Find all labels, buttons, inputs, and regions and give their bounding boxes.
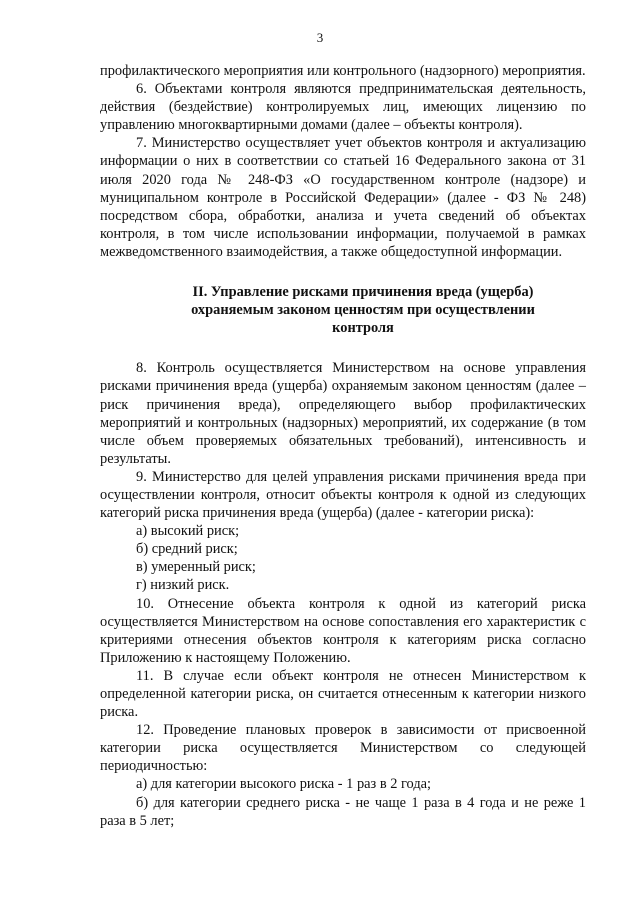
paragraph-10: 10. Отнесение объекта контроля к одной из категорий риска осуществляется Министерством на основе сопоставления его характеристик с критериями отнесения объектов контроля к категориям риска согласно Приложению к настоящему Положению. <box>100 595 586 666</box>
paragraph-11: 11. В случае если объект контроля не отнесен Министерством к определенной категории риска, он считается отнесенным к категории низкого риска. <box>100 667 586 721</box>
risk-category-low: г) низкий риск. <box>136 577 230 594</box>
risk-category-high: а) высокий риск; <box>136 523 240 540</box>
section-heading-line-1: II. Управление рисками причинения вреда (ущерба) <box>192 284 534 301</box>
paragraph-8: 8. Контроль осуществляется Министерством на основе управления рисками причинения вреда (ущерба) охраняемым законом ценностям (далее – риск причинения вреда), определяющего выбор профилактических мероприятий и контрольных (надзорных) мероприятий, их содержание (в том числе объем проверяемых обязательных требований), интенсивность и результаты. <box>100 360 586 467</box>
page-number: 3 <box>316 30 324 45</box>
section-heading-line-3: контроля <box>332 320 394 337</box>
frequency-high-risk: а) для категории высокого риска - 1 раз в 2 года; <box>136 776 432 793</box>
frequency-medium-risk: б) для категории среднего риска - не чаще 1 раза в 4 года и не реже 1 раза в 5 лет; <box>100 794 586 829</box>
paragraph-12: 12. Проведение плановых проверок в зависимости от присвоенной категории риска осуществляется Министерством со следующей периодичностью: <box>100 722 586 775</box>
risk-category-moderate: в) умеренный риск; <box>136 559 256 576</box>
paragraph-continuation: профилактического мероприятия или контрольного (надзорного) мероприятия. <box>100 63 586 79</box>
paragraph-7: 7. Министерство осуществляет учет объектов контроля и актуализацию информации о них в соответствии со статьей 16 Федерального закона от 31 июля 2020 года № 248-ФЗ «О государственном контроле (надзоре) и муниципальном контроле в Российской Федерации» (далее - ФЗ № 248) посредством сбора, обработки, анализа и учета сведений об объектах контроля, в том числе использовании информации, получаемой в рамках межведомственного взаимодействия, а также общедоступной информации. <box>100 135 586 260</box>
section-heading <box>100 283 586 337</box>
paragraph-6: 6. Объектами контроля являются предпринимательская деятельность, действия (бездействие) контролируемых лиц, имеющих лицензию по управлению многоквартирными домами (далее – объекты контроля). <box>100 81 586 134</box>
section-heading-line-2: охраняемым законом ценностям при осуществлении <box>191 302 535 319</box>
risk-category-medium: б) средний риск; <box>136 541 238 558</box>
document-body <box>100 62 586 830</box>
paragraph-9: 9. Министерство для целей управления рисками причинения вреда при осуществлении контроля, относит объекты контроля к одной из следующих категорий риска причинения вреда (ущерба) (далее - категории риска): <box>100 468 586 522</box>
